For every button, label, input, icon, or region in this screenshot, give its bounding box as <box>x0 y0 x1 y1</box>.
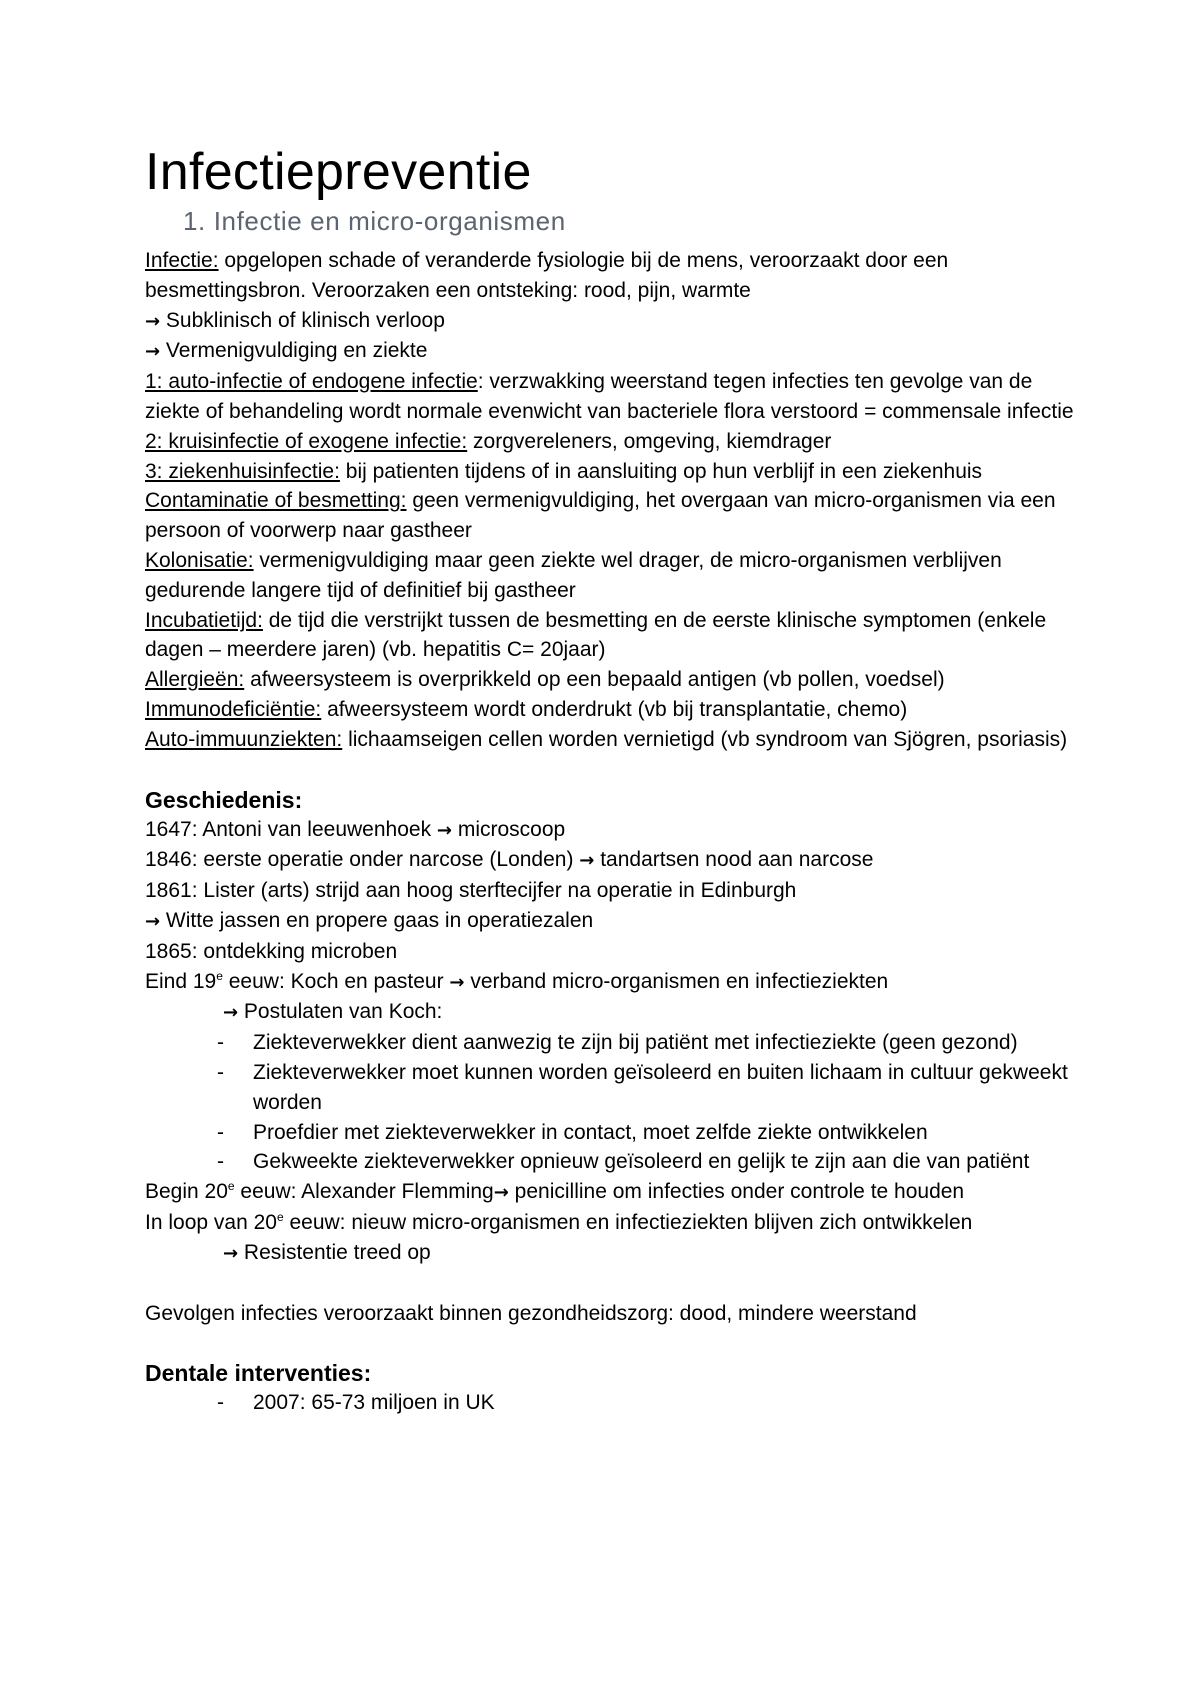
list-item: - Proefdier met ziekteverwekker in contact, moet zelfde ziekte ontwikkelen <box>145 1118 1085 1148</box>
document-title: Infectiepreventie <box>145 143 532 201</box>
definition-kruisinfectie: 2: kruisinfectie of exogene infectie: zorgvereleners, omgeving, kiemdrager <box>145 429 832 453</box>
term: Infectie: <box>145 249 219 272</box>
document-page <box>145 140 1085 1418</box>
term: 1: auto-infectie of endogene infectie <box>145 370 478 394</box>
arrow-line: → Subklinisch of klinisch verloop <box>145 308 445 332</box>
dash-bullet: - <box>217 1060 224 1084</box>
definition-contaminatie: Contaminatie of besmetting: geen vermenigvuldiging, het overgaan van micro-organismen via een persoon of voorwerp naar gastheer <box>145 489 1056 543</box>
list-item: - Gekweekte ziekteverwekker opnieuw geïsoleerd en gelijk te zijn aan die van patiënt <box>145 1147 1085 1177</box>
history-line: Eind 19e eeuw: Koch en pasteur → verband micro-organismen en infectieziekten <box>145 968 889 993</box>
history-line: Begin 20e eeuw: Alexander Flemming→ penicilline om infecties onder controle te houden <box>145 1179 965 1204</box>
arrow-icon: → <box>493 1182 509 1204</box>
section-subtitle: 1. Infectie en micro-organismen <box>183 206 566 236</box>
term: Incubatietijd: <box>145 608 263 632</box>
arrow-icon: → <box>579 850 595 872</box>
dash-bullet: - <box>217 1031 224 1055</box>
list-item: - Ziekteverwekker moet kunnen worden geïsoleerd en buiten lichaam in cultuur gekweekt worden <box>145 1058 1085 1118</box>
arrow-line: → Vermenigvuldiging en ziekte <box>145 339 428 363</box>
term: Auto-immuunziekten: <box>145 727 343 751</box>
history-line: → Resistentie treed op <box>223 1240 431 1264</box>
definition-kolonisatie: Kolonisatie: vermenigvuldiging maar geen ziekte wel drager, de micro-organismen verblijven gedurende langere tijd of definitief bij gastheer <box>145 548 1002 602</box>
definition-allergieen: Allergieën: afweersysteem is overprikkeld op een bepaald antigen (vb pollen, voedsel) <box>145 668 945 692</box>
history-line: 1647: Antoni van leeuwenhoek → microscoop <box>145 817 566 841</box>
dash-bullet: - <box>217 1391 224 1415</box>
dental-heading: Dentale interventies: <box>145 1360 372 1387</box>
history-line: 1861: Lister (arts) strijd aan hoog sterftecijfer na operatie in Edinburgh <box>145 879 797 903</box>
history-heading: Geschiedenis: <box>145 786 303 813</box>
dash-bullet: - <box>217 1150 224 1174</box>
definition-immunodeficientie: Immunodeficiëntie: afweersysteem wordt onderdrukt (vb bij transplantatie, chemo) <box>145 697 908 721</box>
term: Allergieën: <box>145 668 245 692</box>
history-line: → Postulaten van Koch: <box>223 1000 443 1024</box>
term: 3: ziekenhuisinfectie: <box>145 459 340 483</box>
dental-list <box>145 1388 1085 1418</box>
postulates-list <box>145 1028 1085 1177</box>
definition-infectie: Infectie: opgelopen schade of veranderde fysiologie bij de mens, veroorzaakt door een besmettingsbron. Veroorzaken een ontsteking: rood, pijn, warmte <box>145 249 949 302</box>
definition-incubatietijd: Incubatietijd: de tijd die verstrijkt tussen de besmetting en de eerste klinische symptomen (enkele dagen – meerdere jaren) (vb. hepatitis C= 20jaar) <box>145 608 1047 662</box>
arrow-icon: → <box>223 1002 239 1024</box>
term: 2: kruisinfectie of exogene infectie: <box>145 429 468 453</box>
history-line: 1846: eerste operatie onder narcose (Londen) → tandartsen nood aan narcose <box>145 848 874 872</box>
gevolgen-line: Gevolgen infecties veroorzaakt binnen gezondheidszorg: dood, mindere weerstand <box>145 1301 917 1325</box>
term: Immunodeficiëntie: <box>145 697 322 721</box>
history-line: → Witte jassen en propere gaas in operatiezalen <box>145 908 594 932</box>
arrow-icon: → <box>145 310 161 332</box>
history-line: 1865: ontdekking microben <box>145 939 398 963</box>
arrow-icon: → <box>449 971 465 993</box>
list-item: - 2007: 65-73 miljoen in UK <box>145 1388 1085 1418</box>
arrow-icon: → <box>223 1242 239 1264</box>
arrow-icon: → <box>145 341 161 363</box>
definition-ziekenhuisinfectie: 3: ziekenhuisinfectie: bij patienten tijdens of in aansluiting op hun verblijf in een ziekenhuis <box>145 459 983 483</box>
dash-bullet: - <box>217 1120 224 1144</box>
term: Contaminatie of besmetting: <box>145 489 407 513</box>
definition-auto-immuunziekten: Auto-immuunziekten: lichaamseigen cellen worden vernietigd (vb syndroom van Sjögren, psoriasis) <box>145 727 1068 751</box>
list-item: - Ziekteverwekker dient aanwezig te zijn bij patiënt met infectieziekte (geen gezond) <box>145 1028 1085 1058</box>
arrow-icon: → <box>436 819 452 841</box>
definition-auto-infectie: 1: auto-infectie of endogene infectie: verzwakking weerstand tegen infecties ten gevolge van de ziekte of behandeling wordt normale evenwicht van bacteriele flora verstoord = commensale infectie <box>145 370 1074 423</box>
history-line: In loop van 20e eeuw: nieuw micro-organismen en infectieziekten blijven zich ontwikkelen <box>145 1209 973 1234</box>
term: Kolonisatie: <box>145 548 254 572</box>
arrow-icon: → <box>145 910 161 932</box>
